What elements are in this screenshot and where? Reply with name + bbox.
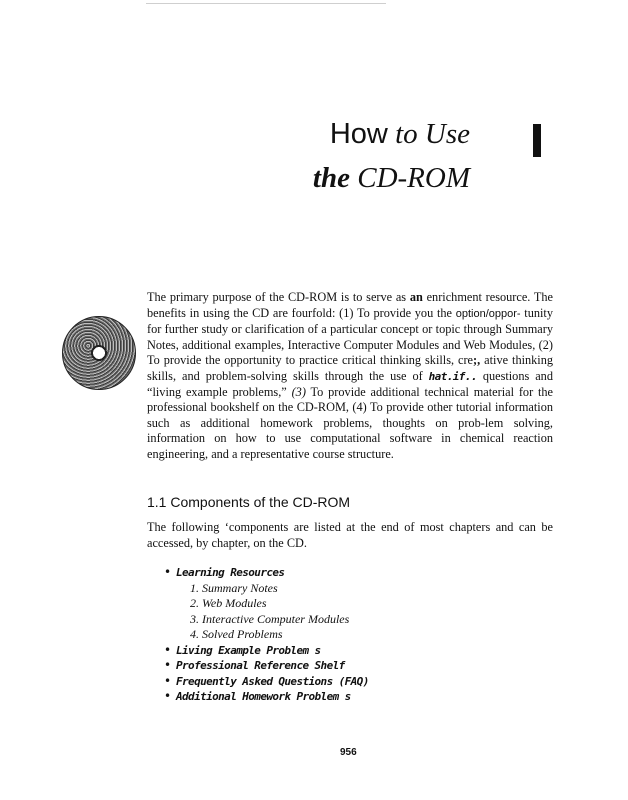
intro-text-8: hat.if..	[428, 369, 477, 383]
living-example-problems-label: Living Example Problem s	[176, 643, 321, 657]
intro-text-5: tunity for further study or clarification of a particular concept or topic through Summary Notes, additional examples, Interactive Computer Modules and Web Modules, (2) To provide the opportunity to practice critical thinking skills, cre	[147, 305, 553, 368]
intro-text-3: enrichment resource. The benefits in using the CD are fourfold: (1) To provide you the	[147, 290, 554, 320]
list-item	[176, 674, 369, 690]
intro-paragraph	[147, 290, 553, 463]
title-how: How	[329, 118, 388, 150]
top-rule	[146, 3, 386, 4]
chapter-marker-bar	[533, 124, 541, 157]
intro-text-11: To provide additional technical material for the professional bookshelf on the CD-ROM, (4) To provide other tutorial information such as additional homework problems, thoughts on prob-lem solving, information on how to use computational software in chemical reaction engineering, and a representative course structure.	[147, 384, 554, 461]
list-item	[176, 658, 369, 674]
title-the: the	[312, 162, 350, 194]
learning-resources-label: Learning Resources	[176, 566, 285, 579]
sub-list-item: 2. Web Modules	[190, 596, 267, 610]
sub-list-item: 3. Interactive Computer Modules	[190, 611, 350, 626]
components-paragraph: The following ‘components are listed at the end of most chapters and can be accessed, by chapter, on the CD.	[147, 520, 553, 550]
intro-text-2: an	[409, 290, 423, 304]
list-item	[176, 689, 369, 705]
intro-text-6: ;,	[473, 353, 481, 368]
intro-text-4: option/oppor-	[455, 307, 521, 320]
chapter-title-line2	[313, 162, 470, 195]
sub-list-item: 4. Solved Problems	[190, 627, 283, 641]
section-heading: 1.1 Components of the CD-ROM	[147, 494, 351, 510]
professional-reference-shelf-label: Professional Reference Shelf	[176, 659, 345, 672]
page-number: 956	[340, 747, 357, 758]
intro-text-9: questions and “living example problems,”	[147, 368, 553, 399]
chapter-title-line1	[330, 118, 470, 151]
additional-homework-problems-label: Additional Homework Problem s	[176, 690, 351, 703]
intro-text-7: ative thinking skills, and problem-solving skills through the use of	[147, 353, 554, 383]
intro-text-1: The primary purpose of the CD-ROM is to serve as	[147, 290, 407, 304]
list-item	[176, 565, 369, 581]
intro-text-10: (3)	[291, 384, 306, 399]
title-cd-rom: CD-ROM	[357, 162, 470, 194]
components-list	[176, 565, 369, 705]
faq-label: Frequently Asked Questions (FAQ)	[176, 674, 369, 688]
title-to-use: to Use	[395, 118, 470, 150]
list-item	[176, 643, 369, 659]
sub-list-item: 1. Summary Notes	[190, 580, 278, 595]
cd-rom-icon	[62, 316, 136, 390]
